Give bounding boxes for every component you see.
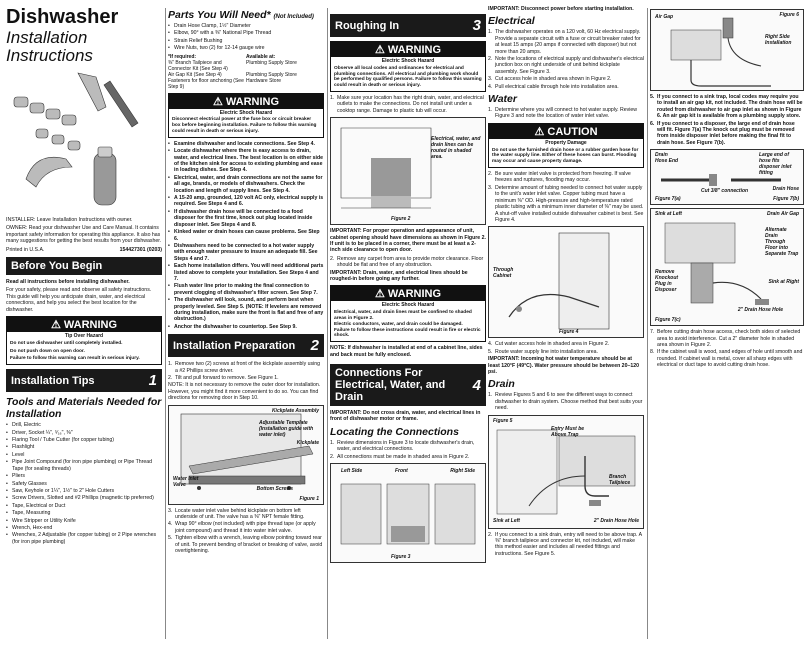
- list-item: • Flashlight: [6, 444, 162, 450]
- flashlight-icon: [98, 147, 112, 157]
- list-item: • Driver, Socket ¼", ⁵⁄₁₆", ⅜": [6, 430, 162, 436]
- step-item: 2. Note the locations of electrical supply and dishwasher's electrical junction box on right underside of unit behind kickplate assembly. See Figure 3.: [488, 56, 644, 75]
- page-title: Dishwasher: [6, 6, 119, 28]
- list-item: • Each home installation differs. You will need additional parts listed above to complete your installation. See Steps 4 and 7.: [168, 263, 324, 282]
- figure-label: Front: [395, 468, 408, 475]
- figure-1: [168, 405, 324, 505]
- socket-icon: [46, 109, 60, 119]
- list-item: • Strain Relief Bushing: [168, 38, 324, 44]
- prep-note: NOTE: It is not necessary to remove the outer door for installation. However, you might find it more convenient to do so. You can find directions for removing door in Step 10.: [168, 382, 321, 402]
- figure-2: [330, 117, 486, 225]
- warning-line: Do not use dishwasher until completely installed.: [10, 340, 123, 346]
- list-item: • Wrench, Hex-end: [6, 525, 162, 531]
- warning-line: Failure to follow this warning can result in serious injury.: [10, 356, 140, 362]
- drain-steps-3: [650, 94, 804, 146]
- socket-icon: [52, 135, 64, 144]
- step-item: 4. Wrap 90° elbow (not included) with pipe thread tape (or apply joint compound) and thread it into water inlet valve.: [168, 521, 316, 534]
- warning-heading: ⚠ WARNING: [331, 42, 485, 57]
- parts-heading: Parts You Will Need* (Not Included): [168, 9, 314, 21]
- step-item: 2. Be sure water inlet valve is protected from freezing. If valve freezes and ruptures, flooding may occur.: [488, 171, 631, 184]
- table-header: *If required:: [168, 53, 197, 60]
- list-item: • Drill, Electric: [6, 422, 162, 428]
- caution-box: [488, 123, 644, 168]
- parts-table: [168, 54, 324, 90]
- important-dimensions: IMPORTANT: For proper operation and appearance of unit, cabinet opening should have dimensions as shown in Figure 2. If unit is to be placed in a corner, there must be at least a 2-inch side clearance to open door.: [330, 228, 486, 254]
- figure-label: Cut 3/8" connection: [701, 188, 749, 195]
- note-enclosed: NOTE: If dishwasher is installed at end of a cabinet line, sides and back must be fully enclosed.: [330, 345, 483, 358]
- list-item: • Elbow, 90° with a ⅜" National Pipe Thread: [168, 30, 324, 36]
- list-item: • The dishwasher will look, sound, and perform best when properly leveled. See Step 5. (NOTE: If levelers are removed during installation, make sure the front is flat and free of any obstruction.): [168, 297, 324, 323]
- figure-label: Right Side: [450, 468, 475, 475]
- step-item: 1. Review Figures 5 and 6 to see the different ways to connect dishwasher to drain system. Choose method that best suits your need.: [488, 392, 643, 412]
- list-item: • Wire Stripper or Utility Knife: [6, 518, 162, 524]
- cabinet-opening-diagram: [331, 118, 485, 224]
- warning-subheading: Electric Shock Hazard: [381, 58, 435, 64]
- important-power: IMPORTANT: Disconnect power before starting installation.: [488, 6, 634, 12]
- subtitle-installation: Installation: [6, 28, 88, 47]
- step-item: 3. Locate water inlet valve behind kickplate on bottom left underside of unit. The valve has a ⅜" NPT female fitting.: [168, 507, 305, 521]
- figure-label: Water Inlet Valve: [173, 475, 199, 488]
- figure-label: Right Side Installation: [765, 34, 792, 46]
- step-item: 4. Cut water access hole in shaded area in Figure 2.: [488, 341, 610, 348]
- rough-steps: [330, 95, 486, 114]
- figure-label: 2" Drain Hose Hole: [737, 307, 783, 314]
- step-item: 5. If you connect to a sink trap, local codes may require you to install an air gap kit, not included. The drain hose will be routed from dishwasher to air gap inlet as shown in Figure 6. An air gap kit is available from a plumbing supply store.: [650, 94, 803, 120]
- print-info: [6, 247, 162, 253]
- table-cell: Hardware Store: [246, 77, 282, 84]
- section-header-connections: Connections For Electrical, Water, and Drain 4: [330, 364, 486, 406]
- before-text-2: For your safety, please read and observe all safety instructions. This guide will help you anticipate drain, water, and electrical connections, and help you select the best location for the dishwasher.: [6, 287, 152, 313]
- figure-label: Large end of hose fits disposer inlet fitting: [759, 152, 792, 177]
- installer-note: INSTALLER: Leave Installation Instructions with owner.: [6, 217, 133, 223]
- list-item: • Wire Nuts, two (2) for 12-14 gauge wire: [168, 45, 324, 51]
- warning-subheading: Tip Over Hazard: [64, 333, 104, 340]
- figure-label: Drain Hose End: [655, 152, 679, 165]
- warning-box-shock: [168, 93, 324, 138]
- figure-caption: Figure 4: [559, 329, 579, 336]
- screwdriver-icon: [104, 81, 138, 127]
- figure-label: Left Side: [341, 468, 363, 475]
- water-steps: [488, 107, 644, 120]
- figure-label: Drain Hose: [772, 186, 799, 193]
- list-item: • Tape, Electrical or Duct: [6, 503, 162, 509]
- table-cell: Plumbing Supply Store: [246, 71, 297, 78]
- step-item: 4. Pull electrical cable through hole into installation area.: [488, 83, 619, 90]
- warning-subheading: Electric Shock Hazard: [381, 302, 435, 309]
- water-heading: Water: [488, 93, 517, 106]
- table-cell: Air Gap Kit (See Step 4): [168, 71, 222, 78]
- warning-line: Electric conductors, water, and drain could be damaged.: [334, 321, 463, 327]
- tools-heading: Tools and Materials Needed for Installation: [6, 396, 162, 421]
- list-item: • Kinked water or drain hoses can cause problems. See Step 6.: [168, 229, 324, 242]
- section-header-rough: Roughing In 3: [330, 14, 486, 37]
- step-item: 1. Remove two (2) screws at front of the kickplate assembly using a #2 Phillips screw driver.: [168, 361, 321, 374]
- figure-3: [330, 463, 486, 563]
- figure-7c: [650, 208, 804, 326]
- figure-label: Air Gap: [655, 14, 674, 20]
- water-steps-3: [488, 341, 644, 355]
- figure-label: Alternate Drain Through Floor into Separate Trap: [765, 227, 799, 258]
- figure-4: [488, 226, 644, 338]
- list-item: • Tape, Measuring: [6, 510, 162, 516]
- column-1: [6, 6, 162, 641]
- list-item: • Saw, Keyhole or 1¼", 1½" to 2" Hole Cutters: [6, 488, 162, 494]
- caution-text: Do not use the furnished drain hose or a rubber garden hose for the water supply line. Either of these hoses can burst. Flooding may occur and cause property damage.: [492, 147, 639, 165]
- list-item: • A 15-20 amp, grounded, 120 volt AC only, electrical supply is required. See Steps 4 and 6.: [168, 195, 324, 208]
- figure-label: Adjustable Template (Installation guide with water inlet): [259, 419, 314, 438]
- figure-5: [488, 415, 644, 529]
- list-item: • Locate dishwasher where there is easy access to drain, water, and electrical lines. The best location is on either side of the kitchen sink for access to existing plumbing and ease in loading dishes. See Step 4.: [168, 148, 324, 174]
- step-item: 2. If you connect to a sink drain, entry will need to be above trap. A ⅜" branch tailpiece and connector kit, not included, will make this method easier and includes all needed fittings and instructions. See Figure 5.: [488, 531, 642, 557]
- figure-label: Kickplate: [296, 439, 319, 446]
- figure-caption: Figure 3: [391, 554, 411, 561]
- locate-heading: Locating the Connections: [330, 425, 459, 438]
- step-item: 1. Determine where you will connect to hot water supply. Review Figure 3 and note the location of water inlet valve.: [488, 107, 638, 120]
- connection-location-diagram: [331, 464, 485, 562]
- list-item: • Examine dishwasher and locate connections. See Step 4.: [168, 141, 324, 147]
- air-gap-diagram: [651, 10, 803, 90]
- locate-steps: [330, 440, 486, 460]
- step-item: 5. Tighten elbow with a wrench, leaving elbow pointing toward rear of unit. To prevent bending of bracket or breaking of valve, avoid overtightening.: [168, 535, 323, 555]
- water-line-diagram: [489, 227, 643, 337]
- table-cell: Fasteners for floor anchoring (See Step 9): [168, 77, 244, 90]
- socket-icon: [30, 103, 44, 113]
- important-temperature: IMPORTANT: Incoming hot water temperature should be at least 120°F (49°C). Water pressure should be between 20–120 psi.: [488, 356, 639, 375]
- section-header-before: Before You Begin: [6, 257, 162, 275]
- list-item: • Dishwashers need to be connected to a hot water supply with enough water pressure to insure an adequate fill. See Steps 4 and 7.: [168, 243, 324, 262]
- drain-heading: Drain: [488, 378, 515, 391]
- figure-caption: Figure 7(a): [655, 196, 681, 203]
- figure-label: Sink at Left: [493, 517, 520, 524]
- divider: [327, 8, 328, 639]
- figure-label: Through Cabinet: [493, 267, 514, 280]
- table-header: Available at:: [246, 53, 276, 60]
- list-item: • Flaring Tool / Tube Cutter (for copper tubing): [6, 437, 162, 443]
- warning-heading: ⚠ WARNING: [331, 286, 485, 301]
- list-item: • Wrenches, 2 Adjustable (for copper tubing) or 2 Pipe wrenches (for iron pipe plumbing): [6, 532, 162, 545]
- warning-text: Disconnect electrical power at the fuse box or circuit breaker box before beginning installation. Failure to follow this warning could result in death or serious injury.: [172, 117, 317, 135]
- part-number: 154427301 (0203): [119, 246, 162, 253]
- figure-label: Entry Must be Above Trap: [551, 425, 585, 438]
- list-item: • If dishwasher drain hose will be connected to a food disposer for the first time, knock out plug located inside disposer inlet. See Steps 4 and 8.: [168, 209, 324, 228]
- list-item: • Screw Drivers, Slotted and #2 Phillips (magnetic tip preferred): [6, 495, 162, 501]
- flashlight-icon: [94, 153, 116, 205]
- list-item: • Drain Hose Clamp, 1½" Diameter: [168, 23, 324, 29]
- checklist: [168, 141, 324, 330]
- electrical-heading: Electrical: [488, 15, 535, 28]
- rough-steps-2: [330, 256, 486, 269]
- divider: [165, 8, 166, 639]
- step-item: 3. Cut access hole in shaded area shown in Figure 2.: [488, 76, 612, 83]
- warning-text: Observe all local codes and ordinances for electrical and plumbing connections. All electrical and plumbing work should be performed by qualified persons. Failure to follow this warning could result in death or serious injury.: [334, 65, 482, 89]
- subtitle-instructions: Instructions: [6, 46, 93, 65]
- warning-box-codes: [330, 41, 486, 92]
- owner-note: OWNER: Read your dishwasher Use and Care Manual. It contains important safety information for operating this appliance. It also has many suggestions for getting the best results from your dishwasher.: [6, 225, 162, 245]
- prep-steps-2: [168, 508, 324, 555]
- caution-subheading: Property Damage: [545, 139, 587, 146]
- step-item: 8. If the cabinet wall is wood, sand edges of hole until smooth and rounded. If cabinet wall is metal, cover all sharp edges with electrical or duct tape to avoid cutting drain hose.: [650, 349, 803, 369]
- step-item: 3. Determine amount of tubing needed to connect hot water supply to the unit's water inlet valve. Copper tubing must have a minimum ⅜" OD. High-pressure and high-temperature rated plastic tubing with a minimum inner diameter of ⅜" may be used. A shut-off valve installed outside dishwasher cabinet is best. See Figure 4.: [488, 184, 644, 223]
- figure-6: [650, 9, 804, 91]
- figure-caption: Figure 7(b): [773, 196, 799, 203]
- drain-steps: [488, 392, 644, 411]
- tools-list: [6, 422, 162, 545]
- list-item: • Level: [6, 452, 162, 458]
- column-4: [488, 6, 644, 641]
- tools-illustration: [6, 67, 162, 215]
- figure-7: [650, 149, 804, 205]
- important-roughin: IMPORTANT: Drain, water, and electrical lines should be roughed-in before going any further.: [330, 269, 468, 283]
- figure-label: Sink at Right: [768, 279, 799, 286]
- warning-line: Failure to follow these instructions could result in fire or electric shock.: [334, 327, 481, 339]
- step-item: 5. Route water supply line into installation area.: [488, 348, 598, 355]
- section-header-prep: Installation Preparation 2: [168, 334, 324, 357]
- list-item: • Flush water line prior to making the final connection to prevent clogging of dishwasher's filter screen. See Step 7.: [168, 283, 324, 296]
- figure-caption: Figure 2: [391, 216, 411, 223]
- socket-icon: [36, 129, 48, 138]
- column-2: [168, 6, 324, 641]
- socket-icon: [14, 97, 28, 107]
- figure-caption: Figure 1: [299, 495, 319, 502]
- figure-label: Branch Tailpiece: [609, 473, 631, 486]
- warning-box-tipover: [6, 316, 162, 365]
- figure-label: Bottom Screws: [256, 485, 293, 492]
- step-item: 1. Make sure your location has the right drain, water, and electrical outlets to make the connections. Do not install unit under a cooktop range. Damage to plastic tub will occur.: [330, 94, 484, 114]
- important-crossing: IMPORTANT: Do not cross drain, water, and electrical lines in front of dishwasher motor or frame.: [330, 410, 481, 423]
- figure-label: Drain Air Gap: [766, 211, 799, 218]
- electrical-steps: [488, 29, 644, 90]
- step-item: 1. Review dimensions in Figure 3 to locate dishwasher's drain, water, and electrical connections.: [330, 439, 475, 453]
- figure-caption: Figure 6: [779, 12, 799, 18]
- drain-steps-4: [650, 329, 804, 368]
- step-item: 2. Tilt and pull forward to remove. See Figure 1.: [168, 375, 279, 381]
- water-steps-2: [488, 171, 644, 223]
- warning-subheading: Electric Shock Hazard: [219, 109, 273, 116]
- section-header-tips: Installation Tips 1: [6, 369, 162, 392]
- printed-location: Printed in U.S.A.: [6, 246, 45, 253]
- list-item: • Safety Glasses: [6, 481, 162, 487]
- column-3: [330, 6, 486, 641]
- socket-wrench-icon: [78, 73, 106, 111]
- parts-list: [168, 23, 324, 52]
- step-item: 2. All connections must be made in shaded area in Figure 2.: [330, 453, 470, 460]
- before-text-1: Read all instructions before installing dishwasher.: [6, 279, 130, 286]
- table-cell: ⅜" Branch Tailpiece and Connector Kit (See Step 4): [168, 59, 228, 72]
- socket-icon: [68, 141, 80, 150]
- figure-label: Sink at Left: [655, 211, 682, 218]
- step-item: 6. If you connect to a disposer, the large end of drain hose will fit. Figure 7(a) The knock out plug must be removed from inside disposer inlet before making the final fit to drain hose. See Figure 7(b).: [650, 120, 795, 146]
- step-item: 1. The dishwasher operates on a 120 volt, 60 Hz electrical supply. Provide a separate circuit with a fuse or circuit breaker rated for at least 15 amps (20 amps if connected with disposer) but not more than 20 amps.: [488, 29, 641, 55]
- caution-heading: ⚠ CAUTION: [489, 124, 643, 139]
- warning-line: Electrical, water, and drain lines must be confined to shaded areas in Figure 2.: [334, 310, 472, 322]
- warning-heading: ⚠ WARNING: [7, 317, 161, 332]
- table-cell: Plumbing Supply Store: [246, 59, 297, 66]
- list-item: • Electrical, water, and drain connections are not the same for all age, brands, or models of dishwashers. Check the location and length of supply lines. See Step 4.: [168, 175, 324, 194]
- list-item: • Pliers: [6, 473, 162, 479]
- adjustable-wrench-icon: [26, 157, 72, 187]
- figure-label: Electrical, water, and drain lines can be routed in shaded area.: [431, 136, 481, 161]
- socket-icon: [62, 115, 76, 125]
- figure-caption: Figure 7(c): [655, 317, 681, 324]
- figure-label: Remove Knockout Plug in Disposer: [655, 269, 679, 294]
- divider: [647, 8, 648, 639]
- list-item: • Anchor the dishwasher to countertop. See Step 9.: [168, 324, 324, 330]
- warning-box-lines: [330, 285, 486, 342]
- step-item: 7. Before cutting drain hose access, check both sides of selected area to avoid interference. Cut a 2" diameter hole in shaded area shown in Figure 2.: [650, 329, 801, 349]
- drain-steps-2: [488, 532, 644, 558]
- figure-label: Kickplate Assembly: [271, 407, 319, 414]
- warning-heading: ⚠ WARNING: [169, 94, 323, 109]
- figure-caption: Figure 5: [493, 417, 513, 424]
- warning-line: Do not push down on open door.: [10, 348, 85, 354]
- list-item: • Pipe Joint Compound (for iron pipe plumbing) or Pipe Thread Tape (for sealing threads): [6, 459, 162, 472]
- step-item: 2. Remove any carpet from area to provide motor clearance. Floor should be flat and free of any obstruction.: [330, 255, 484, 269]
- column-5: [650, 6, 804, 641]
- prep-steps: [168, 361, 324, 381]
- figure-label: 2" Drain Hose Hole: [593, 517, 639, 524]
